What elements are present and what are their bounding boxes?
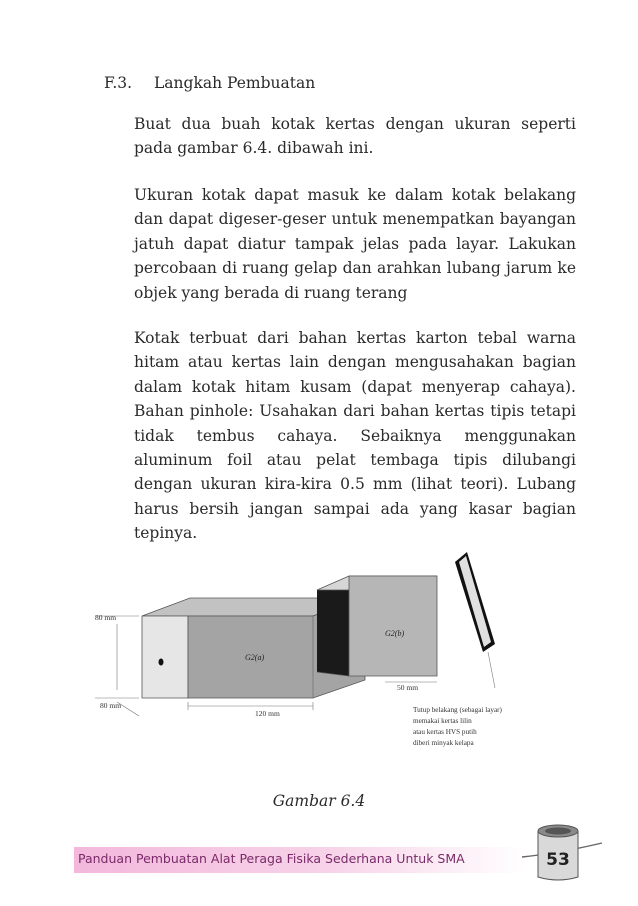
footer-title: Panduan Pembuatan Alat Peraga Fisika Sederhana Untuk SMA [78,851,465,866]
screen-inner [459,556,491,647]
length-label: 120 mm [255,709,280,718]
height-label: 80 mm [95,613,117,622]
section-number: F.3. [104,74,133,92]
section-title: Langkah Pembuatan [154,74,316,92]
box-b-side [349,576,437,676]
note-line-1: Tutup belakang (sebagai layar) [413,706,502,714]
paragraph-3: Kotak terbuat dari bahan kertas karton tebal warna hitam atau kertas lain dengan mengusahakan bagian dalam kotak hitam kusam (dapat menyerap cahaya). Bahan pinhole: Usahakan dari bahan kertas tipis tetapi tidak tembus cahaya. Sebaiknya menggunakan aluminum foil atau pelat tembaga tipis dilubangi dengan ukuran kira-kira 0.5 mm (lihat teori). Lubang harus bersih jangan sampai ada yang kasar bagian tepinya. [134,329,576,543]
pinhole-dot [159,659,164,666]
figure-6-4 [95,548,575,758]
box-b-opening [317,576,349,676]
note-line-3: atau kertas HVS putih [413,728,477,736]
note-line-2: memakai kertas lilin [413,717,472,725]
box-b-label: G2(b) [385,629,405,638]
paragraph-2: Ukuran kotak dapat masuk ke dalam kotak belakang dan dapat digeser-geser untuk menempatkan bayangan jatuh dapat diatur tampak jelas pada layar. Lakukan percobaan di ruang gelap dan arahkan lubang jarum ke objek yang berada di ruang terang [134,186,576,302]
length-b-label: 50 mm [397,683,419,692]
footer-band [74,847,526,873]
box-a-label: G2(a) [245,653,265,662]
figure-caption: Gambar 6.4 [272,792,366,810]
paragraph-1: Buat dua buah kotak kertas dengan ukuran seperti pada gambar 6.4. dibawah ini. [134,115,576,158]
page-number: 53 [546,850,570,870]
box-a-front [142,616,188,698]
note-line-4: diberi minyak kelapa [413,739,474,747]
box-diagram [95,548,575,758]
depth-label: 80 mm [100,701,122,710]
